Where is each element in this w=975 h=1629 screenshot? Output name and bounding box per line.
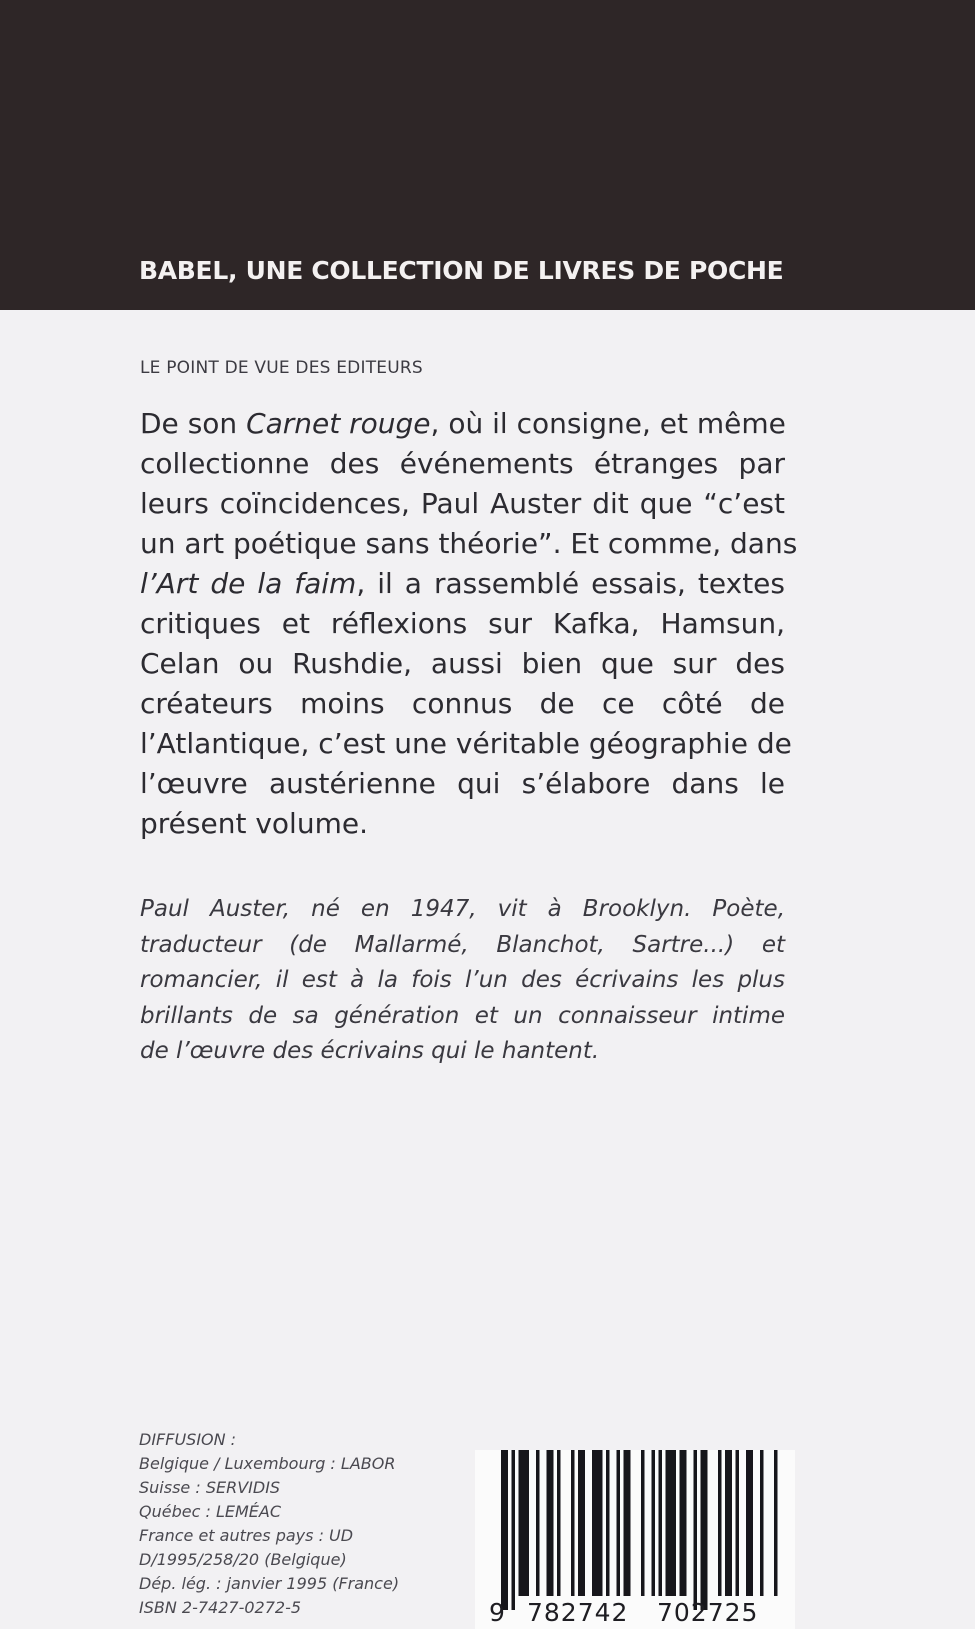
barcode-bar [736,1450,740,1596]
description-line [140,684,785,724]
collection-title: BABEL, UNE COLLECTION DE LIVRES DE POCHE [139,256,784,285]
barcode-bar [547,1450,554,1596]
publisher-description [140,404,798,844]
barcode-bar [694,1450,698,1610]
description-text: un art poétique sans théorie”. Et comme, dans [140,527,798,560]
barcode-lead-digit: 9 [489,1598,506,1627]
credit-line: Suisse : SERVIDIS [139,1478,281,1497]
barcode-bar [536,1450,540,1596]
description-line [140,724,792,764]
barcode-bar [652,1450,656,1596]
description-text: l’œuvre austérienne qui s’élabore dans le [140,767,785,800]
author-bio-line: Paul Auster, né en 1947, vit à Brooklyn. Poète, [140,896,785,922]
barcode-bar [760,1450,764,1596]
barcode-group-1: 782742 [527,1598,629,1627]
book-title-italic: l’Art de la faim [140,567,357,600]
barcode-bar [725,1450,732,1596]
isbn-barcode [475,1450,795,1629]
barcode-bar [519,1450,530,1596]
author-bio-line: de l’œuvre des écrivains qui le hantent. [140,1038,600,1064]
description-line [140,804,785,844]
barcode-bar [746,1450,753,1596]
barcode-bar [578,1450,585,1596]
barcode-group-2: 702725 [657,1598,759,1627]
barcode-bar [666,1450,677,1596]
credit-line: Québec : LEMÉAC [139,1502,281,1521]
barcode-bar [501,1450,508,1610]
barcode-bar [624,1450,631,1596]
credit-line: DIFFUSION : [139,1430,237,1449]
barcode-bar [641,1450,645,1596]
barcode-bar [617,1450,621,1596]
description-line [140,444,785,484]
description-text: présent volume. [140,807,368,840]
barcode-bar [592,1450,603,1596]
author-bio-line: romancier, il est à la fois l’un des écrivains les plus [140,967,785,993]
credit-line: Dép. lég. : janvier 1995 (France) [139,1574,400,1593]
description-text: l’Atlantique, c’est une véritable géographie de [140,727,792,760]
description-text: leurs coïncidences, Paul Auster dit que “c’est [140,487,785,520]
description-text: De son [140,407,247,440]
credit-line: ISBN 2-7427-0272-5 [139,1598,302,1617]
barcode-bar [774,1450,778,1596]
credit-line: D/1995/258/20 (Belgique) [139,1550,347,1569]
section-label: LE POINT DE VUE DES EDITEURS [140,358,423,378]
description-line [140,484,785,524]
barcode-bar [512,1450,516,1610]
description-line [140,564,785,604]
description-text: Celan ou Rushdie, aussi bien que sur des [140,647,785,680]
description-line [140,404,785,444]
author-bio [140,892,785,1070]
description-line [140,644,785,684]
barcode-bar [557,1450,561,1596]
barcode-bar [571,1450,575,1596]
author-bio-line: brillants de sa génération et un connaisseur intime [140,1002,785,1029]
description-text: collectionne des événements étranges par [140,447,785,480]
cover-dark-band [0,0,975,310]
barcode-bar [606,1450,610,1596]
description-line [140,524,798,564]
description-text: créateurs moins connus de ce côté de [140,687,785,720]
barcode-bar [680,1450,687,1596]
description-text: , il a rassemblé essais, textes [356,567,785,600]
barcode-bar [659,1450,663,1596]
description-text: , où il consigne, et même [430,407,786,440]
author-bio-line: traducteur (de Mallarmé, Blanchot, Sartre...) et [140,931,785,958]
distribution-credits [139,1428,399,1620]
description-line [140,764,785,804]
barcode-bars [475,1450,795,1612]
barcode-bar [701,1450,708,1610]
credit-line: France et autres pays : UD [139,1526,354,1545]
credit-line: Belgique / Luxembourg : LABOR [139,1454,396,1473]
description-text: critiques et réflexions sur Kafka, Hamsun, [140,607,785,640]
book-title-italic: Carnet rouge [246,407,431,440]
description-line [140,604,785,644]
barcode-bar [718,1450,722,1596]
